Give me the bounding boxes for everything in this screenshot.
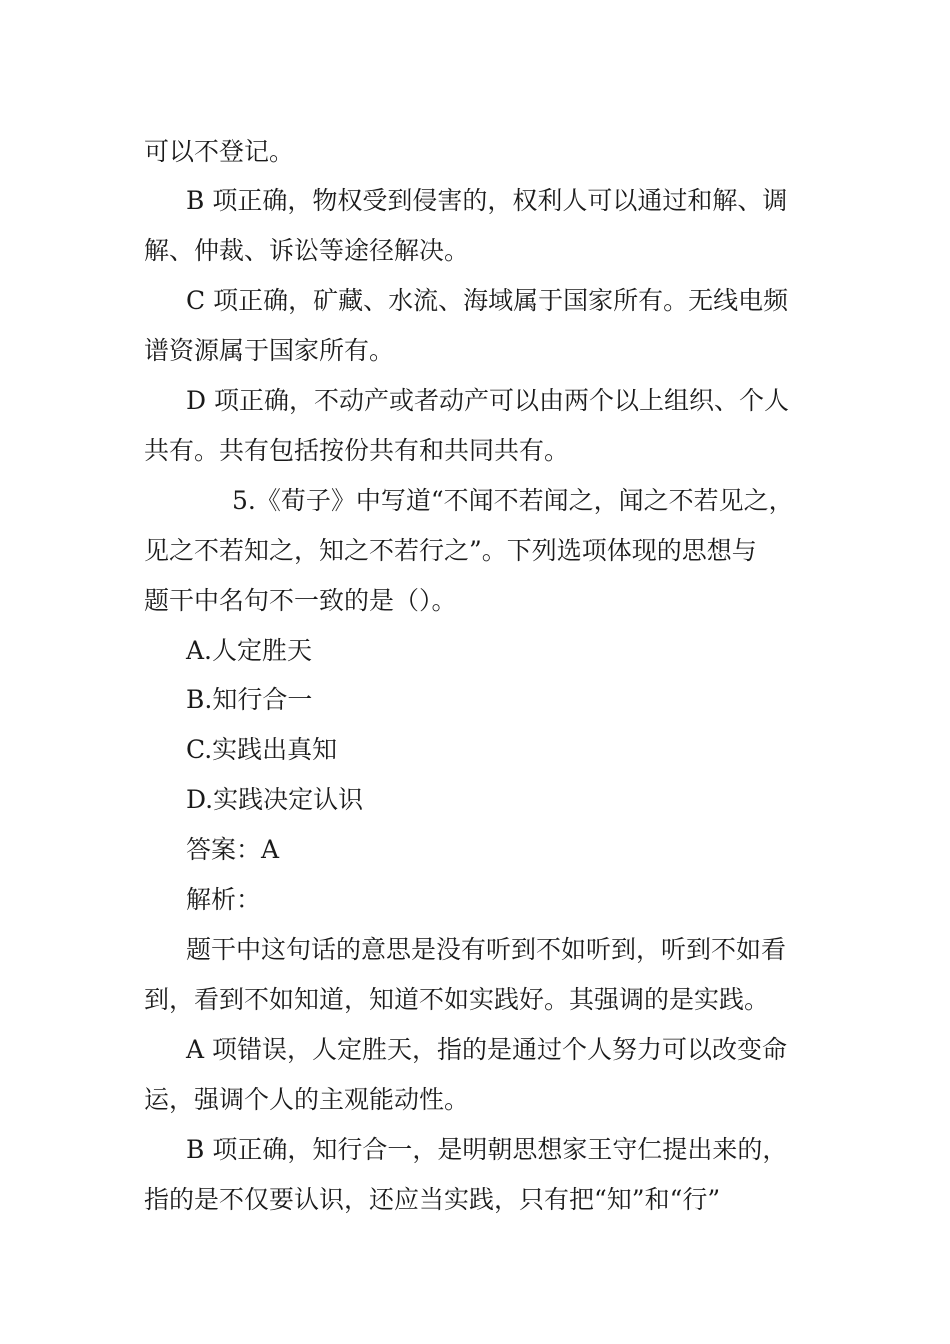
question-title: 5.《荀子》中写道“不闻不若闻之，闻之不若见之， [232,486,794,515]
text-line: 题干中名句不一致的是（）。 [144,586,457,615]
analysis-label: 解析： [186,885,262,914]
text-line: 见之不若知之，知之不若行之”。下列选项体现的思想与 [144,536,757,565]
text-line: 谱资源属于国家所有。 [144,336,395,365]
text-line: 指的是不仅要认识，还应当实践，只有把“知”和“行” [144,1185,721,1214]
answer: 答案：A [186,835,280,864]
text-line: D 项正确，不动产或者动产可以由两个以上组织、个人 [186,386,789,415]
option-b: B.知行合一 [186,685,313,714]
text-line: B 项正确，物权受到侵害的，权利人可以通过和解、调 [186,186,788,215]
text-line: 到，看到不如知道，知道不如实践好。其强调的是实践。 [144,985,770,1014]
text-line: 题干中这句话的意思是没有听到不如听到，听到不如看 [186,935,787,964]
option-d: D.实践决定认识 [186,785,364,814]
text-line: 可以不登记。 [144,137,295,166]
text-line: B 项正确，知行合一，是明朝思想家王守仁提出来的， [186,1135,788,1164]
text-line: 共有。共有包括按份共有和共同共有。 [144,436,570,465]
option-c: C.实践出真知 [186,735,338,764]
text-line: C 项正确，矿藏、水流、海域属于国家所有。无线电频 [186,286,789,315]
text-line: 运，强调个人的主观能动性。 [144,1085,470,1114]
text-line: 解、仲裁、诉讼等途径解决。 [144,236,470,265]
option-a: A.人定胜天 [186,636,313,665]
text-line: A 项错误，人定胜天，指的是通过个人努力可以改变命 [186,1035,788,1064]
